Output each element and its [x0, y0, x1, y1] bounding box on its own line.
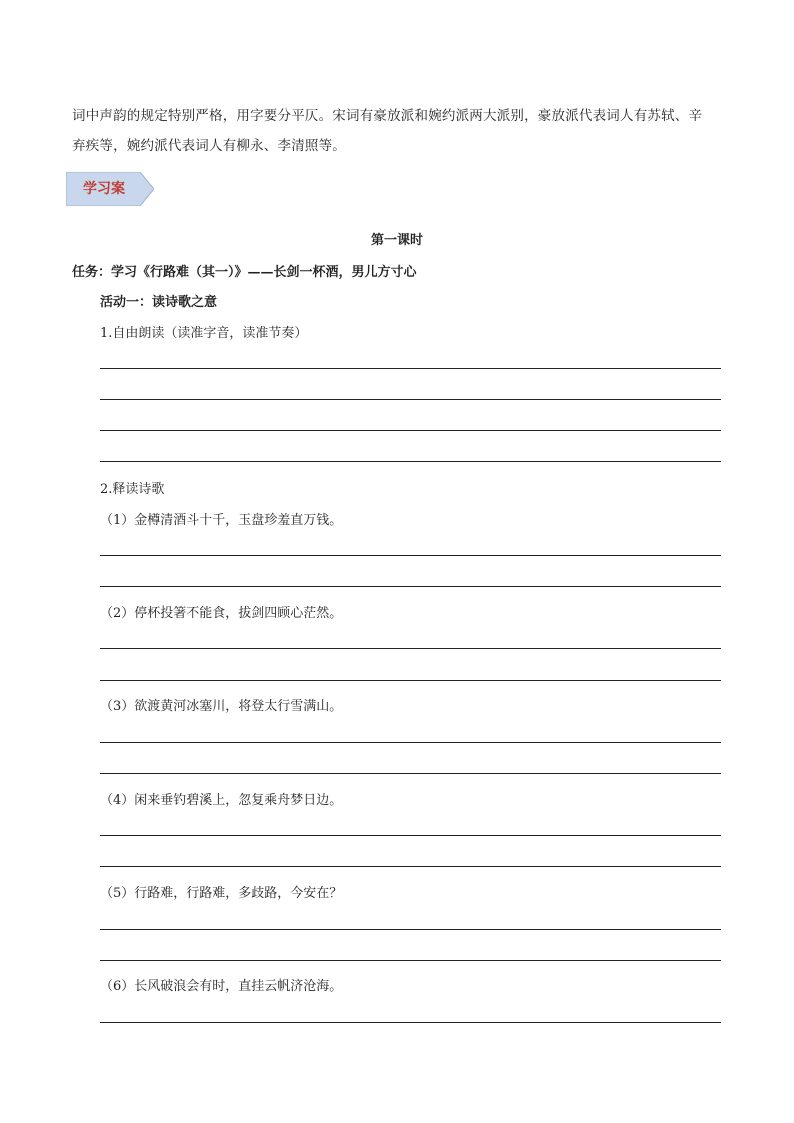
activity-heading: 活动一：读诗歌之意 [100, 295, 218, 310]
poem-item-4: （4）闲来垂钓碧溪上，忽复乘舟梦日边。 [100, 793, 343, 808]
answer-line [100, 368, 721, 369]
answer-line [100, 835, 721, 836]
question-1: 1.自由朗读（读准字音，读准节奏） [100, 326, 308, 341]
poem-item-1: （1）金樽清酒斗十千，玉盘珍羞直万钱。 [100, 513, 343, 528]
lesson-title: 第一课时 [370, 233, 423, 248]
poem-item-3: （3）欲渡黄河冰塞川，将登太行雪满山。 [100, 699, 343, 714]
answer-line [100, 1022, 721, 1023]
answer-line [100, 461, 721, 462]
answer-line [100, 430, 721, 431]
answer-line [100, 773, 721, 774]
task-heading: 任务：学习《行路难（其一）》——长剑一杯酒，男儿方寸心 [72, 265, 417, 280]
answer-line [100, 929, 721, 930]
answer-line [100, 399, 721, 400]
poem-item-6: （6）长风破浪会有时，直挂云帆济沧海。 [100, 979, 343, 994]
question-2: 2.释读诗歌 [100, 482, 165, 497]
section-tag [66, 172, 154, 206]
answer-line [100, 960, 721, 961]
answer-line [100, 586, 721, 587]
poem-item-5: （5）行路难，行路难，多歧路，今安在？ [100, 886, 343, 901]
answer-line [100, 648, 721, 649]
intro-line-1: 词中声韵的规定特别严格，用字要分平仄。宋词有豪放派和婉约派两大派别，豪放派代表词人有苏轼、辛 [72, 108, 703, 124]
answer-line [100, 680, 721, 681]
answer-line [100, 866, 721, 867]
intro-line-2: 弃疾等，婉约派代表词人有柳永、李清照等。 [72, 138, 346, 154]
answer-line [100, 555, 721, 556]
answer-line [100, 742, 721, 743]
section-tag-label: 学习案 [83, 181, 125, 197]
poem-item-2: （2）停杯投箸不能食，拔剑四顾心茫然。 [100, 606, 343, 621]
